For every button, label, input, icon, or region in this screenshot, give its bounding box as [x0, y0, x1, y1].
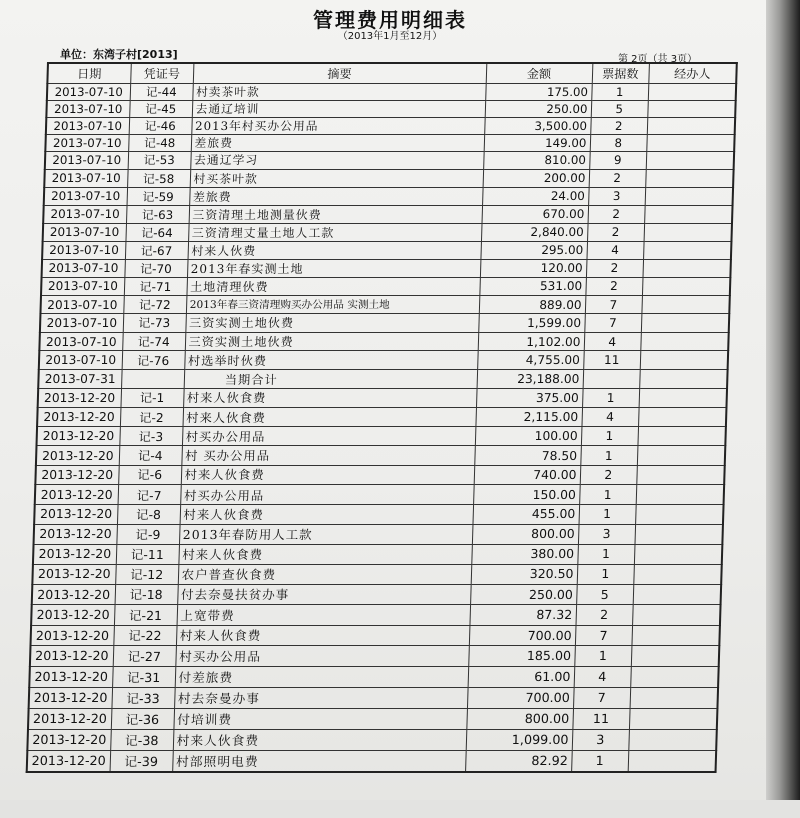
- cell-receipt-count: 7: [585, 295, 642, 313]
- cell-voucher: 记-22: [113, 625, 176, 646]
- cell-handler: [630, 666, 718, 687]
- cell-summary: 土地清理伙费: [186, 277, 479, 295]
- cell-amount: 4,755.00: [477, 351, 584, 370]
- cell-amount: 120.00: [480, 259, 587, 277]
- cell-amount: 2,115.00: [475, 407, 582, 426]
- cell-receipt-count: 3: [578, 524, 635, 544]
- cell-handler: [630, 687, 718, 708]
- table-row: [35, 485, 724, 505]
- cell-receipt-count: 2: [590, 118, 647, 135]
- table-row: [46, 118, 735, 135]
- cell-summary: 村 买办公用品: [181, 446, 474, 465]
- cell-handler: [639, 388, 727, 407]
- cell-voucher: 记-59: [127, 187, 190, 205]
- cell-amount: 24.00: [482, 187, 589, 205]
- cell-voucher: 记-3: [119, 427, 182, 446]
- cell-voucher: 记-33: [111, 687, 174, 708]
- cell-receipt-count: 11: [572, 708, 629, 729]
- cell-amount: 740.00: [474, 465, 581, 485]
- cell-handler: [631, 646, 719, 667]
- cell-date: 2013-12-20: [36, 446, 119, 465]
- table-row: [30, 646, 719, 667]
- cell-summary: 村买办公用品: [182, 427, 475, 446]
- cell-summary: 三资实测土地伙费: [185, 314, 478, 332]
- cell-handler: [628, 750, 717, 771]
- cell-amount: 1,102.00: [478, 332, 585, 351]
- cell-handler: [634, 544, 722, 564]
- cell-summary: 村去奈曼办事: [174, 687, 468, 708]
- table-row: [40, 295, 729, 313]
- cell-receipt-count: 1: [571, 750, 628, 771]
- table-row: [44, 187, 733, 205]
- column-header-date: 日期: [47, 63, 130, 84]
- cell-voucher: 记-39: [110, 750, 173, 771]
- ledger-sheet: [24, 62, 736, 818]
- cell-handler: [644, 205, 732, 223]
- table-row: [27, 750, 716, 771]
- cell-summary: 村来人伙食费: [173, 729, 467, 750]
- cell-handler: [641, 314, 729, 332]
- cell-receipt-count: 5: [591, 101, 648, 118]
- cell-voucher: 记-45: [129, 101, 192, 118]
- cell-date: 2013-07-10: [46, 118, 129, 135]
- cell-handler: [647, 101, 735, 118]
- cell-handler: [645, 169, 733, 187]
- cell-date: 2013-12-20: [34, 504, 117, 524]
- cell-summary: 上宽带费: [177, 605, 471, 625]
- table-row: [45, 135, 734, 152]
- column-header-receipt-count: 票据数: [592, 63, 649, 84]
- cell-receipt-count: 1: [579, 485, 636, 505]
- document-title: 管理费用明细表: [313, 8, 467, 32]
- cell-amount: 375.00: [476, 388, 583, 407]
- table-row: [47, 84, 736, 101]
- table-row: [36, 427, 725, 446]
- cell-amount: 3,500.00: [484, 118, 591, 135]
- cell-receipt-count: 7: [575, 625, 632, 646]
- cell-handler: [632, 605, 720, 625]
- cell-receipt-count: 1: [581, 427, 638, 446]
- cell-handler: [642, 277, 730, 295]
- cell-date: 2013-07-10: [40, 314, 123, 332]
- cell-receipt-count: 1: [579, 504, 636, 524]
- cell-summary: 2013年春三资清理购买办公用品 实测土地: [186, 295, 479, 313]
- cell-handler: [646, 135, 734, 152]
- cell-date: 2013-12-20: [31, 625, 114, 646]
- cell-date: 2013-07-10: [45, 152, 128, 169]
- cell-date: 2013-07-10: [45, 135, 128, 152]
- cell-date: 2013-07-31: [38, 370, 121, 389]
- cell-summary: 村买办公用品: [175, 646, 469, 667]
- cell-handler: [646, 152, 734, 169]
- cell-voucher: 记-21: [114, 605, 177, 625]
- column-header-handler: 经办人: [648, 63, 736, 84]
- cell-summary: 村来人伙食费: [183, 407, 476, 426]
- table-row: [28, 708, 717, 729]
- cell-summary: 村部照明电费: [172, 750, 466, 771]
- cell-voucher: 记-27: [113, 646, 176, 667]
- cell-handler: [635, 504, 723, 524]
- cell-date: 2013-12-20: [37, 407, 120, 426]
- cell-voucher: 记-1: [120, 388, 183, 407]
- cell-receipt-count: 2: [588, 205, 645, 223]
- table-row: [34, 504, 723, 524]
- cell-receipt-count: 2: [580, 465, 637, 485]
- table-row: [42, 241, 731, 259]
- cell-amount: 185.00: [468, 646, 575, 667]
- cell-voucher: 记-64: [125, 223, 188, 241]
- table-row: [35, 465, 724, 485]
- page-indicator: 第 2页（共 3页）: [618, 54, 698, 65]
- table-row: [29, 687, 718, 708]
- cell-date: 2013-07-10: [40, 295, 123, 313]
- cell-date: 2013-12-20: [36, 427, 119, 446]
- cell-voucher: 记-46: [129, 118, 192, 135]
- table-total-row: [38, 370, 727, 389]
- cell-amount: 250.00: [470, 584, 577, 604]
- cell-summary: 三资清理土地测量伙费: [189, 205, 482, 223]
- cell-summary: 村来人伙费: [188, 241, 481, 259]
- cell-amount: 670.00: [482, 205, 589, 223]
- cell-amount: 320.50: [471, 564, 578, 584]
- cell-voucher: 记-63: [126, 205, 189, 223]
- column-header-summary: 摘要: [193, 63, 487, 84]
- cell-amount: 82.92: [465, 750, 572, 771]
- table-row: [31, 625, 720, 646]
- cell-summary: 村买茶叶款: [190, 169, 483, 187]
- table-row: [34, 524, 723, 544]
- cell-receipt-count: 4: [574, 666, 631, 687]
- table-row: [39, 332, 728, 351]
- cell-voucher: 记-2: [120, 407, 183, 426]
- table-row: [42, 259, 731, 277]
- background-edge: [766, 0, 800, 800]
- table-row: [31, 605, 720, 625]
- cell-summary: 付去奈曼扶贫办事: [177, 584, 471, 604]
- cell-summary: 村来人伙食费: [181, 465, 474, 485]
- cell-amount: 889.00: [479, 295, 586, 313]
- cell-amount: 2,840.00: [481, 223, 588, 241]
- cell-receipt-count: 2: [587, 223, 644, 241]
- table-row: [38, 388, 727, 407]
- cell-date: 2013-12-20: [35, 465, 118, 485]
- cell-handler: [636, 465, 724, 485]
- cell-date: 2013-12-20: [35, 485, 118, 505]
- cell-handler: [643, 259, 731, 277]
- cell-amount: 455.00: [472, 504, 579, 524]
- cell-handler: [640, 351, 728, 370]
- cell-date: 2013-12-20: [27, 750, 110, 771]
- cell-amount: 531.00: [479, 277, 586, 295]
- cell-summary: 村选举时伙费: [184, 351, 477, 370]
- cell-receipt-count: 1: [577, 544, 634, 564]
- cell-handler: [645, 187, 733, 205]
- cell-voucher: 记-12: [115, 564, 178, 584]
- cell-handler: [639, 370, 727, 389]
- cell-date: 2013-12-20: [38, 388, 121, 407]
- cell-receipt-count: 1: [582, 388, 639, 407]
- cell-summary: 农户普查伙食费: [178, 564, 472, 584]
- cell-receipt-count: 1: [577, 564, 634, 584]
- table-row: [41, 277, 730, 295]
- cell-date: 2013-07-10: [44, 187, 127, 205]
- table-row: [46, 101, 735, 118]
- cell-handler: [633, 564, 721, 584]
- cell-receipt-count: 2: [576, 605, 633, 625]
- unit-label: 单位：东湾子村[2013]: [60, 48, 178, 61]
- cell-summary: 三资实测土地伙费: [185, 332, 478, 351]
- cell-handler: [647, 118, 735, 135]
- cell-date: 2013-12-20: [27, 729, 110, 750]
- table-row: [37, 407, 726, 426]
- cell-voucher: [121, 370, 184, 389]
- cell-date: 2013-07-10: [39, 332, 122, 351]
- cell-voucher: 记-18: [115, 584, 178, 604]
- cell-receipt-count: [583, 370, 640, 389]
- table-row: [45, 152, 734, 169]
- cell-voucher: 记-31: [112, 666, 175, 687]
- cell-receipt-count: 7: [573, 687, 630, 708]
- cell-amount: 78.50: [474, 446, 581, 465]
- cell-date: 2013-07-10: [43, 205, 126, 223]
- cell-handler: [641, 295, 729, 313]
- cell-date: 2013-12-20: [31, 605, 114, 625]
- table-header-row: [47, 63, 736, 84]
- cell-voucher: 记-67: [125, 241, 188, 259]
- cell-summary: 村来人伙食费: [176, 625, 470, 646]
- cell-receipt-count: 2: [585, 277, 642, 295]
- cell-voucher: 记-6: [118, 465, 181, 485]
- cell-date: 2013-07-10: [39, 351, 122, 370]
- table-row: [43, 205, 732, 223]
- table-row: [40, 314, 729, 332]
- cell-date: 2013-12-20: [30, 646, 113, 667]
- cell-summary: 当期合计: [184, 370, 477, 389]
- cell-handler: [637, 427, 725, 446]
- cell-voucher: 记-7: [118, 485, 181, 505]
- cell-handler: [643, 241, 731, 259]
- cell-amount: 700.00: [467, 687, 574, 708]
- cell-voucher: 记-72: [123, 295, 186, 313]
- cell-date: 2013-12-20: [32, 564, 115, 584]
- cell-receipt-count: 1: [574, 646, 631, 667]
- cell-summary: 去通辽学习: [190, 152, 483, 169]
- cell-amount: 1,599.00: [478, 314, 585, 332]
- cell-receipt-count: 1: [580, 446, 637, 465]
- cell-date: 2013-07-10: [41, 277, 124, 295]
- cell-amount: 100.00: [475, 427, 582, 446]
- ledger-body: [27, 84, 736, 772]
- cell-voucher: 记-74: [122, 332, 185, 351]
- table-row: [43, 223, 732, 241]
- table-row: [36, 446, 725, 465]
- cell-voucher: 记-8: [117, 504, 180, 524]
- cell-amount: 175.00: [485, 84, 592, 101]
- column-header-voucher: 凭证号: [130, 63, 193, 84]
- cell-voucher: 记-4: [119, 446, 182, 465]
- cell-amount: 23,188.00: [477, 370, 584, 389]
- cell-summary: 村来人伙食费: [183, 388, 476, 407]
- cell-summary: 付差旅费: [175, 666, 469, 687]
- cell-summary: 2013年春实测土地: [187, 259, 480, 277]
- cell-voucher: 记-44: [130, 84, 193, 101]
- cell-date: 2013-07-10: [47, 84, 130, 101]
- cell-date: 2013-07-10: [42, 259, 125, 277]
- cell-voucher: 记-71: [124, 277, 187, 295]
- cell-receipt-count: 2: [586, 259, 643, 277]
- cell-date: 2013-07-10: [46, 101, 129, 118]
- cell-voucher: 记-38: [110, 729, 173, 750]
- cell-handler: [637, 446, 725, 465]
- cell-amount: 1,099.00: [466, 729, 573, 750]
- cell-receipt-count: 5: [576, 584, 633, 604]
- cell-receipt-count: 3: [588, 187, 645, 205]
- cell-amount: 250.00: [485, 101, 592, 118]
- cell-date: 2013-12-20: [29, 687, 112, 708]
- cell-receipt-count: 3: [572, 729, 629, 750]
- cell-amount: 61.00: [468, 666, 575, 687]
- cell-summary: 2013年村买办公用品: [191, 118, 484, 135]
- cell-handler: [629, 708, 718, 729]
- cell-amount: 380.00: [471, 544, 578, 564]
- cell-voucher: 记-9: [116, 524, 179, 544]
- cell-voucher: 记-53: [128, 152, 191, 169]
- cell-handler: [633, 584, 721, 604]
- cell-date: 2013-12-20: [29, 666, 112, 687]
- cell-summary: 三资清理丈量土地人工款: [188, 223, 481, 241]
- cell-amount: 810.00: [483, 152, 590, 169]
- cell-amount: 800.00: [466, 708, 573, 729]
- cell-receipt-count: 9: [589, 152, 646, 169]
- cell-receipt-count: 2: [589, 169, 646, 187]
- table-row: [27, 729, 716, 750]
- cell-summary: 付培训费: [173, 708, 467, 729]
- cell-amount: 700.00: [469, 625, 576, 646]
- cell-voucher: 记-76: [122, 351, 185, 370]
- document-subtitle: （2013年1月至12月）: [337, 31, 443, 42]
- cell-date: 2013-07-10: [43, 223, 126, 241]
- cell-date: 2013-12-20: [32, 584, 115, 604]
- cell-summary: 村来人伙食费: [178, 544, 472, 564]
- cell-date: 2013-07-10: [42, 241, 125, 259]
- expense-ledger-table: [26, 62, 738, 773]
- cell-voucher: 记-70: [124, 259, 187, 277]
- cell-amount: 87.32: [469, 605, 576, 625]
- table-row: [33, 544, 722, 564]
- cell-voucher: 记-58: [127, 169, 190, 187]
- table-row: [44, 169, 733, 187]
- cell-voucher: 记-48: [128, 135, 191, 152]
- cell-summary: 2013年春防用人工款: [179, 524, 472, 544]
- cell-receipt-count: 4: [586, 241, 643, 259]
- cell-amount: 149.00: [484, 135, 591, 152]
- table-row: [39, 351, 728, 370]
- cell-receipt-count: 4: [584, 332, 641, 351]
- cell-handler: [648, 84, 736, 101]
- cell-receipt-count: 8: [590, 135, 647, 152]
- cell-summary: 差旅费: [189, 187, 482, 205]
- cell-receipt-count: 1: [591, 84, 648, 101]
- table-row: [32, 584, 721, 604]
- cell-handler: [631, 625, 719, 646]
- table-row: [29, 666, 718, 687]
- cell-summary: 村卖茶叶款: [192, 84, 485, 101]
- cell-summary: 差旅费: [191, 135, 484, 152]
- cell-voucher: 记-73: [123, 314, 186, 332]
- cell-summary: 村买办公用品: [180, 485, 473, 505]
- cell-amount: 150.00: [473, 485, 580, 505]
- cell-date: 2013-12-20: [28, 708, 111, 729]
- cell-summary: 村来人伙食费: [180, 504, 473, 524]
- cell-voucher: 记-11: [116, 544, 179, 564]
- cell-receipt-count: 7: [584, 314, 641, 332]
- cell-date: 2013-07-10: [44, 169, 127, 187]
- cell-amount: 800.00: [472, 524, 579, 544]
- cell-handler: [644, 223, 732, 241]
- table-row: [32, 564, 721, 584]
- cell-handler: [636, 485, 724, 505]
- cell-handler: [640, 332, 728, 351]
- cell-amount: 295.00: [480, 241, 587, 259]
- cell-handler: [628, 729, 717, 750]
- column-header-amount: 金额: [486, 63, 593, 84]
- cell-date: 2013-12-20: [34, 524, 117, 544]
- cell-voucher: 记-36: [111, 708, 174, 729]
- cell-receipt-count: 4: [581, 407, 638, 426]
- cell-summary: 去通辽培训: [192, 101, 485, 118]
- cell-amount: 200.00: [483, 169, 590, 187]
- cell-handler: [634, 524, 722, 544]
- cell-receipt-count: 11: [583, 351, 640, 370]
- cell-handler: [638, 407, 726, 426]
- cell-date: 2013-12-20: [33, 544, 116, 564]
